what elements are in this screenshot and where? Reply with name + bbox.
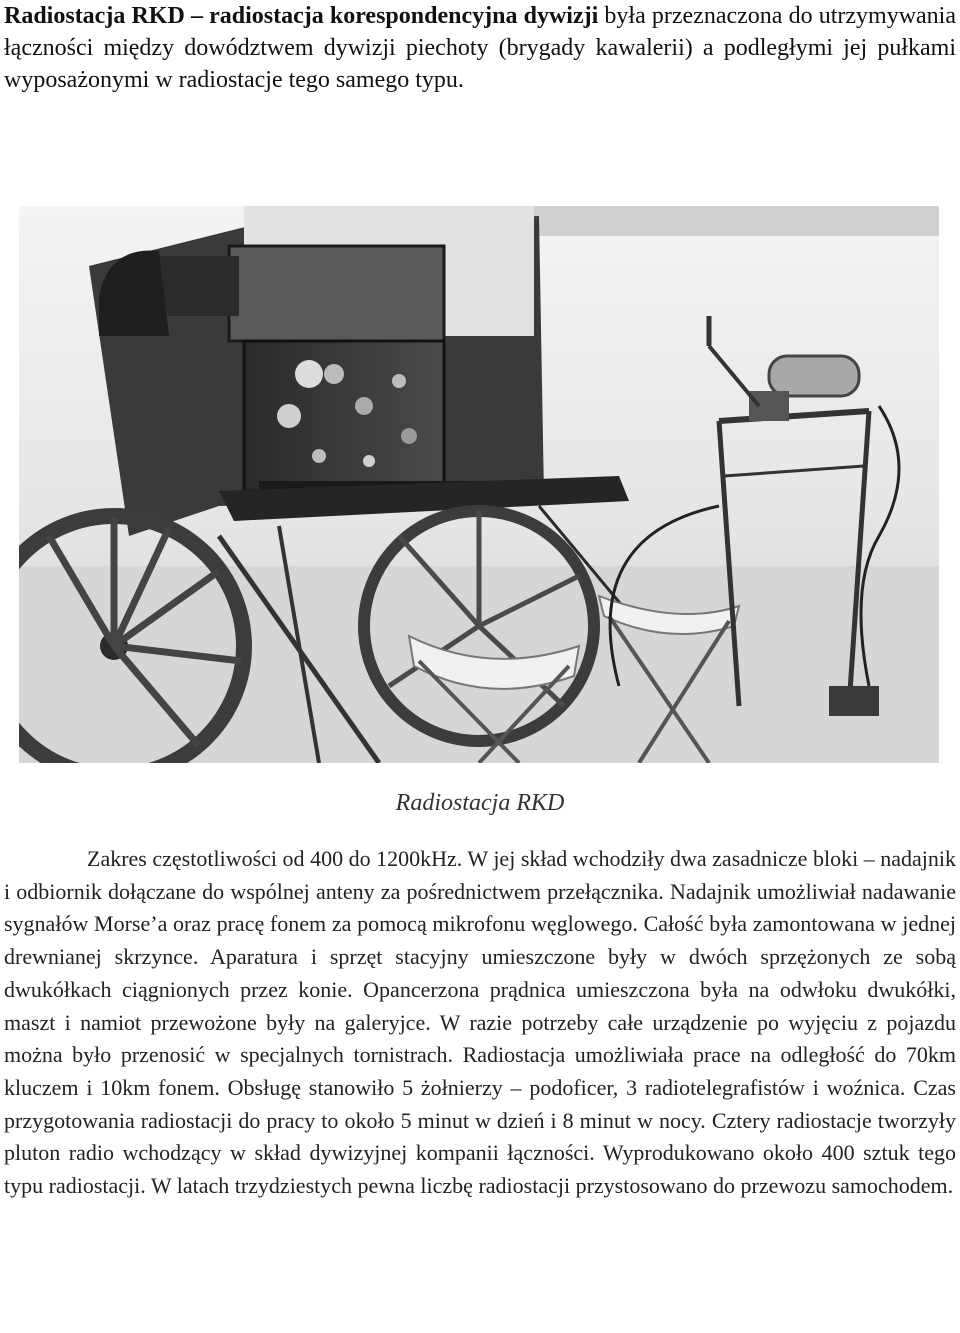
intro-rest: była przeznaczona do utrzymywania łączności między dowództwem dywizji piechoty (brygady kawalerii) a podległymi jej pułkami wyposażonymi w radiostacje tego samego typu. [4, 3, 956, 93]
body-paragraph: Zakres częstotliwości od 400 do 1200kHz. W jej skład wchodziły dwa zasadnicze bloki – nadajnik i odbiornik dołączane do wspólnej anteny za pośrednictwem przełącznika. Nadajnik umożliwiał nadawanie sygnałów Morse’a oraz pracę fonem za pomocą mikrofonu węglowego. Całość była zamontowana w jednej drewnianej skrzynce. Aparatura i sprzęt stacyjny umieszczone były w dwóch sprzężonych ze sobą dwukółkach ciągnionych przez konie. Opancerzona prądnica umieszczona była na odwłoku dwukółki, maszt i namiot przewożone były na galeryjce. W razie potrzeby całe urządzenie po wyjęciu z pojazdu można było przenosić w specjalnych tornistrach. Radiostacja umożliwiała prace na odległość do 70km kluczem i 10km fonem. Obsługę stanowiło 5 żołnierzy – podoficer, 3 radiotelegrafistów i woźnica. Czas przygotowania radiostacji do pracy to około 5 minut w dzień i 8 minut w nocy. Cztery radiostacje tworzyły pluton radio wchodzący w skład dywizyjnej kompanii łączności. Wyprodukowano około 400 sztuk tego typu radiostacji. W latach trzydziestych pewna liczbę radiostacji przystosowano do przewozu samochodem. [4, 846, 956, 1199]
radio-station-photo [19, 206, 939, 763]
figure-caption: Radiostacja RKD [395, 790, 565, 816]
intro-paragraph [4, 0, 956, 96]
intro-lead-bold: Radiostacja RKD – radiostacja korespondencyjna dywizji [4, 3, 599, 29]
